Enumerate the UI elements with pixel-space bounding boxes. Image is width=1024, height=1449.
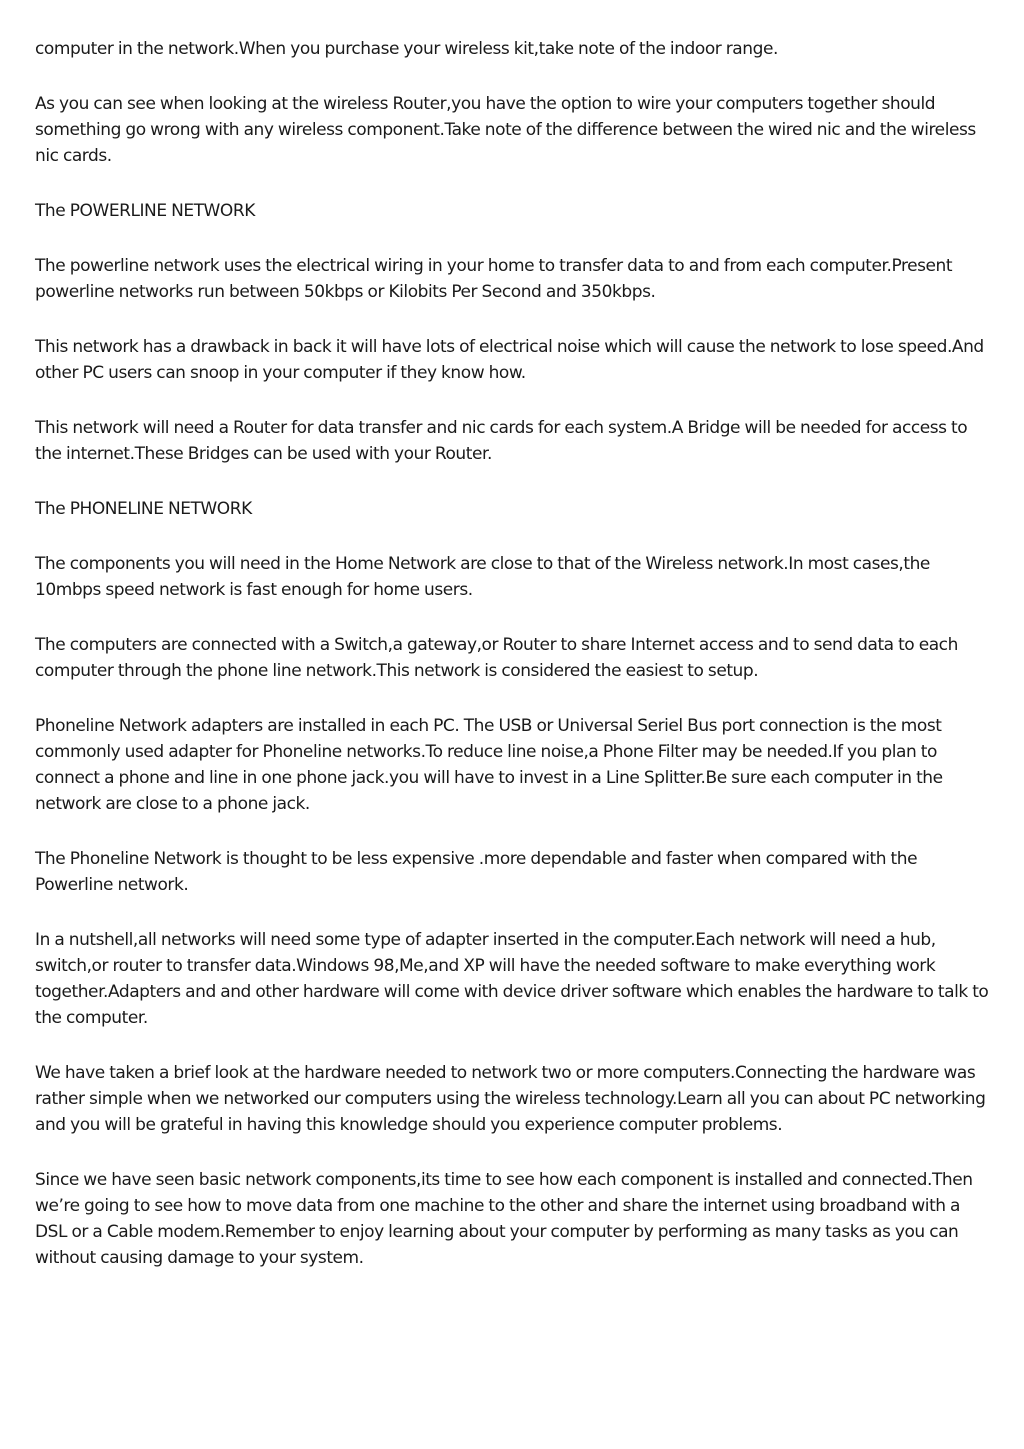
paragraph-wireless-range: computer in the network.When you purchase your wireless kit,take note of the indoor range. (35, 39, 778, 59)
heading-phoneline-network: The PHONELINE NETWORK (35, 499, 252, 519)
paragraph-powerline-drawback: This network has a drawback in back it will have lots of electrical noise which will cause the network to lose speed.And other PC users can snoop in your computer if they know how. (35, 337, 984, 383)
paragraph-phoneline-components: The components you will need in the Home Network are close to that of the Wireless network.In most cases,the 10mbps speed network is fast enough for home users. (35, 554, 930, 600)
paragraph-phoneline-switch: The computers are connected with a Switch,a gateway,or Router to share Internet access and to send data to each computer through the phone line network.This network is considered the easiest to setup. (35, 635, 958, 681)
paragraph-brief-look: We have taken a brief look at the hardware needed to network two or more computers.Connecting the hardware was rather simple when we networked our computers using the wireless technology.Learn all you can about PC networking and you will be grateful in having this knowledge should you experience computer problems. (35, 1063, 986, 1135)
paragraph-phoneline-cost: The Phoneline Network is thought to be less expensive .more dependable and faster when compared with the Powerline network. (35, 849, 918, 895)
paragraph-powerline-router: This network will need a Router for data transfer and nic cards for each system.A Bridge will be needed for access to the internet.These Bridges can be used with your Router. (35, 418, 968, 464)
paragraph-phoneline-adapters: Phoneline Network adapters are installed in each PC. The USB or Universal Seriel Bus port connection is the most commonly used adapter for Phoneline networks.To reduce line noise,a Phone Filter may be needed.If you plan to connect a phone and line in one phone jack.you will have to invest in a Line Splitter.Be sure each computer in the network are close to a phone jack. (35, 716, 943, 814)
paragraph-nutshell: In a nutshell,all networks will need some type of adapter inserted in the computer.Each network will need a hub, switch,or router to transfer data.Windows 98,Me,and XP will have the needed software to make everything work together.Adapters and and other hardware will come with device driver software which enables the hardware to talk to the computer. (35, 930, 989, 1028)
document-page (35, 36, 995, 1300)
heading-powerline-network: The POWERLINE NETWORK (35, 201, 255, 221)
paragraph-next-steps: Since we have seen basic network components,its time to see how each component is installed and connected.Then we’re going to see how to move data from one machine to the other and share the internet using broadband with a DSL or a Cable modem.Remember to enjoy learning about your computer by performing as many tasks as you can without causing damage to your system. (35, 1170, 973, 1268)
paragraph-wireless-router: As you can see when looking at the wireless Router,you have the option to wire your computers together should something go wrong with any wireless component.Take note of the difference between the wired nic and the wireless nic cards. (35, 94, 976, 166)
paragraph-powerline-speed: The powerline network uses the electrical wiring in your home to transfer data to and from each computer.Present powerline networks run between 50kbps or Kilobits Per Second and 350kbps. (35, 256, 953, 302)
